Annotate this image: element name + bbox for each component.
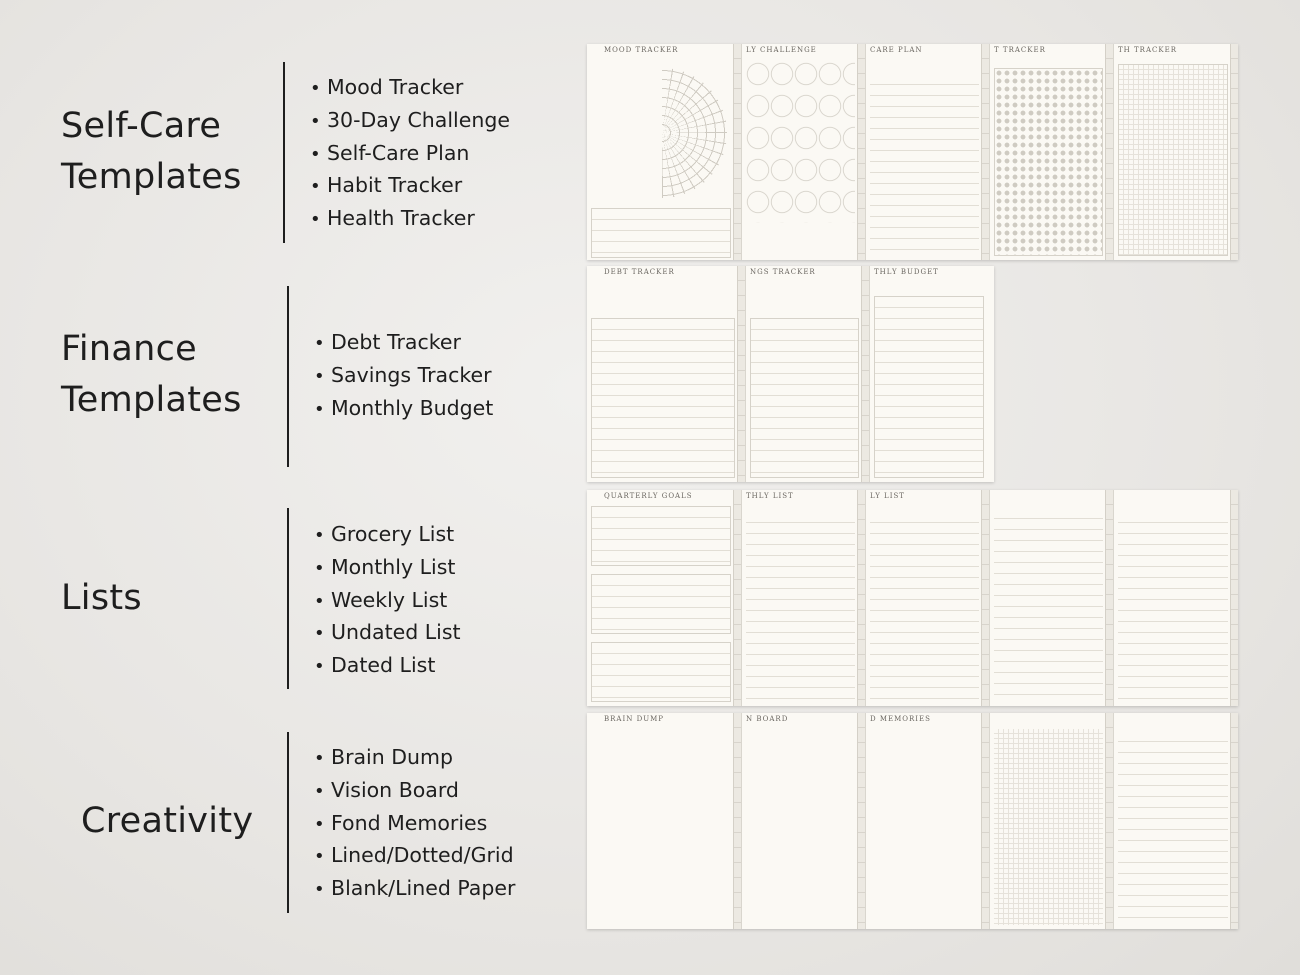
list-item: • Brain Dump <box>314 742 515 775</box>
lined-paper <box>1118 731 1228 925</box>
page-tabs <box>857 490 865 706</box>
item-list <box>314 742 515 906</box>
page-lines <box>870 512 979 702</box>
page-tabs <box>1230 490 1238 706</box>
page-title: NGS TRACKER <box>750 268 816 276</box>
list-item: • Weekly List <box>314 585 461 618</box>
preview-page <box>1114 713 1238 929</box>
preview-page <box>742 713 866 929</box>
page-title: THLY BUDGET <box>874 268 939 276</box>
page-tabs <box>861 266 869 482</box>
divider <box>283 62 285 243</box>
divider <box>287 732 289 913</box>
title-line: Finance <box>61 329 197 369</box>
preview-page <box>742 44 866 260</box>
list-item: • Habit Tracker <box>310 170 510 203</box>
goals-box <box>591 506 731 566</box>
health-grid <box>1118 64 1228 256</box>
debt-table <box>591 318 735 478</box>
list-item: • Undated List <box>314 617 461 650</box>
page-lines <box>994 508 1103 702</box>
preview-page <box>742 490 866 706</box>
list-item: • Grocery List <box>314 519 461 552</box>
goals-box <box>591 642 731 702</box>
mood-wheel <box>597 68 727 198</box>
preview-strip-finance <box>587 266 994 482</box>
preview-strip-creativity <box>587 713 1238 929</box>
list-item: • Blank/Lined Paper <box>314 873 515 906</box>
item-list <box>314 327 493 425</box>
list-item: • Monthly List <box>314 552 461 585</box>
page-title: DEBT TRACKER <box>604 268 675 276</box>
page-title: D MEMORIES <box>870 715 931 723</box>
preview-page <box>870 266 994 482</box>
page-title: LY LIST <box>870 492 905 500</box>
preview-page <box>990 490 1114 706</box>
list-item: • Fond Memories <box>314 808 515 841</box>
preview-page <box>587 44 742 260</box>
page-tabs <box>857 44 865 260</box>
preview-page <box>746 266 870 482</box>
page-tabs <box>981 490 989 706</box>
preview-page <box>1114 44 1238 260</box>
list-item: • Savings Tracker <box>314 360 493 393</box>
page-tabs <box>857 713 865 929</box>
list-item: • Vision Board <box>314 775 515 808</box>
list-item: • Monthly Budget <box>314 393 493 426</box>
list-item: • 30-Day Challenge <box>310 105 510 138</box>
page-title: THLY LIST <box>746 492 794 500</box>
preview-strip-lists <box>587 490 1238 706</box>
preview-page <box>866 713 990 929</box>
challenge-circles <box>746 58 855 223</box>
item-list <box>310 72 510 236</box>
page-lines <box>1118 512 1228 702</box>
page-title: N BOARD <box>746 715 789 723</box>
page-tabs <box>737 266 745 482</box>
list-item: • Mood Tracker <box>310 72 510 105</box>
page-title: LY CHALLENGE <box>746 46 817 54</box>
list-item: • Debt Tracker <box>314 327 493 360</box>
page-title: QUARTERLY GOALS <box>604 492 693 500</box>
page-tabs <box>733 490 741 706</box>
page-tabs <box>1105 713 1113 929</box>
list-item: • Dated List <box>314 650 461 683</box>
goals-box <box>591 574 731 634</box>
page-title: MOOD TRACKER <box>604 46 679 54</box>
category-title <box>61 324 242 426</box>
preview-strip-self-care <box>587 44 1238 260</box>
notes-box <box>591 208 731 258</box>
category-title <box>81 796 253 847</box>
habit-grid <box>994 68 1103 256</box>
page-lines <box>746 512 855 702</box>
title-line: Creativity <box>81 801 254 841</box>
preview-page <box>587 266 746 482</box>
page-tabs <box>733 713 741 929</box>
category-title <box>61 101 242 203</box>
page-tabs <box>1230 713 1238 929</box>
savings-table <box>750 318 859 478</box>
item-list <box>314 519 461 683</box>
page-tabs <box>733 44 741 260</box>
page-tabs <box>981 713 989 929</box>
preview-page <box>990 44 1114 260</box>
preview-page <box>990 713 1114 929</box>
list-item: • Health Tracker <box>310 203 510 236</box>
page-tabs <box>1105 490 1113 706</box>
page-lines <box>870 74 979 256</box>
preview-page <box>587 713 742 929</box>
preview-page <box>587 490 742 706</box>
preview-page <box>1114 490 1238 706</box>
title-line: Self-Care <box>61 106 222 146</box>
title-line: Lists <box>61 578 142 618</box>
page-tabs <box>981 44 989 260</box>
page-title: T TRACKER <box>994 46 1046 54</box>
preview-page <box>866 44 990 260</box>
list-item: • Self-Care Plan <box>310 138 510 171</box>
list-item: • Lined/Dotted/Grid <box>314 840 515 873</box>
page-tabs <box>1230 44 1238 260</box>
page-title: TH TRACKER <box>1118 46 1177 54</box>
page-title: CARE PLAN <box>870 46 923 54</box>
preview-page <box>866 490 990 706</box>
grid-paper <box>994 729 1103 925</box>
divider <box>287 286 289 467</box>
title-line: Templates <box>61 380 242 420</box>
page-title: BRAIN DUMP <box>604 715 664 723</box>
budget-table <box>874 296 984 478</box>
title-line: Templates <box>61 157 242 197</box>
page-tabs <box>1105 44 1113 260</box>
category-title <box>61 573 142 624</box>
divider <box>287 508 289 689</box>
